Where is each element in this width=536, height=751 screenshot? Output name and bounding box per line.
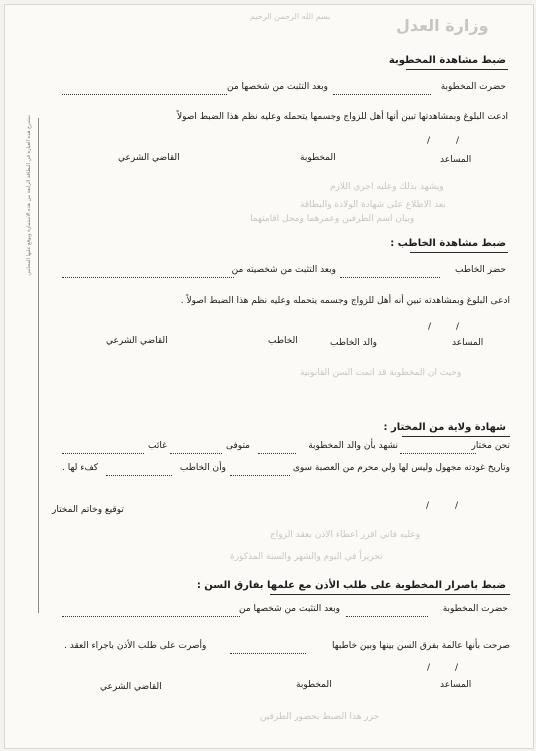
faint-text-6: تحريراً في اليوم والشهر والسنة المذكورة [230, 552, 383, 562]
faint-ministry-title: وزارة العدل [396, 16, 489, 35]
faint-text-1: ويشهد بذلك وعليه اجري اللازم [330, 182, 444, 192]
section4-fiancee-present: حضرت المخطوبة [442, 604, 508, 614]
section3-heading-underline [402, 436, 510, 437]
section2-identity-blank[interactable] [62, 277, 234, 278]
section4-suitor-blank[interactable] [230, 653, 306, 654]
faint-text-3: وبيان اسم الطرفين وعمرهما ومحل اقامتهما [250, 214, 415, 224]
section3-deceased: متوفى [226, 441, 250, 451]
section2-name-blank[interactable] [340, 277, 440, 278]
section1-date-slash-1: / [427, 136, 431, 146]
margin-note: ستدرج هذه العبارة في البطاقة الرابعة من هذه الاستمارة ويوقع عليها المحامي [26, 115, 32, 276]
section3-return-date: وتاريخ غودته مجهول وليس لها ولي محرم من العصبة سوى [292, 463, 510, 473]
section3-date-slash-1: / [426, 501, 430, 511]
section1-identity-blank[interactable] [62, 94, 227, 95]
section4-name-blank[interactable] [346, 616, 428, 617]
section3-mukhtar-blank[interactable] [400, 453, 476, 454]
section4-date-slash-2: / [455, 663, 459, 673]
faint-text-4: وحيث ان المخطوبة قد اتمت السن القانونية [300, 368, 462, 378]
faint-text-5: وعليه فاني اقرر اعطاء الاذن بعقد الزواج [270, 530, 421, 540]
section3-absent-blank[interactable] [62, 453, 144, 454]
section3-absent: غائب [148, 441, 167, 451]
section3-suitor-blank[interactable] [106, 475, 172, 476]
section2-sig-suitor: الخاطب [268, 336, 298, 346]
section1-identity-verified: وبعد التثبت من شخصها من [227, 82, 328, 92]
section4-age-gap-statement: صرحت بأنها عالمة بفرق السن بينها وبين خاطبها [331, 641, 510, 651]
section4-identity-blank[interactable] [62, 616, 240, 617]
section3-deceased-blank[interactable] [170, 453, 222, 454]
section4-heading: ضبط باصرار المخطوبة على طلب الأذن مع علمها بفارق السن : [196, 580, 506, 591]
section2-identity-verified: وبعد التثبت من شخصيته من [231, 265, 336, 275]
faint-basmala: بسم الله الرحمن الرحيم [250, 12, 331, 21]
section1-heading-underline [406, 69, 508, 70]
faint-text-7: حرر هذا الضبط بحضور الطرفين [260, 712, 380, 722]
section3-heading: شهادة ولاية من المختار : [383, 422, 506, 433]
section1-sig-fiancee: المخطوبة [300, 153, 336, 163]
section3-and-suitor: وأن الخاطب [179, 463, 226, 473]
faint-text-2: بعد الاطلاع على شهادة الولادة والبطاقة [300, 200, 446, 210]
section3-we-mukhtar: نحن مختار [471, 441, 510, 451]
section3-mukhtar-signature: توقيع وخاتم المختار [52, 505, 124, 515]
section4-sig-judge: القاضي الشرعي [100, 682, 162, 692]
section3-date-slash-2: / [455, 501, 459, 511]
section3-father-blank[interactable] [258, 453, 296, 454]
section2-sig-judge: القاضي الشرعي [106, 336, 168, 346]
section2-sig-father: والد الخاطب [330, 338, 377, 348]
margin-divider [38, 118, 39, 613]
section1-sig-judge: القاضي الشرعي [118, 153, 180, 163]
section2-heading: ضبط مشاهدة الخاطب : [390, 238, 506, 249]
section4-identity-verified: وبعد التثبت من شخصها من [239, 604, 340, 614]
section4-date-slash-1: / [427, 663, 431, 673]
section3-guardian-blank[interactable] [230, 475, 290, 476]
section2-sig-assistant: المساعد [452, 338, 484, 348]
section1-name-blank[interactable] [333, 94, 431, 95]
section1-fiancee-present: حضرت المخطوبة [440, 82, 506, 92]
section3-eligible: كفء لها . [62, 463, 99, 473]
section1-sig-assistant: المساعد [440, 155, 472, 165]
section4-insists: وأصرت على طلب الأذن باجراء العقد . [64, 641, 207, 651]
section1-statement: ادعت البلوغ وبمشاهدتها تبين أنها أهل للزواج وجسمها يتحمله وعليه نظم هذا الضبط اصولاً [176, 112, 508, 122]
section1-date-slash-2: / [456, 136, 460, 146]
section4-sig-assistant: المساعد [440, 680, 472, 690]
section4-heading-underline [270, 594, 510, 595]
section4-sig-fiancee: المخطوبة [296, 680, 332, 690]
section2-statement: ادعى البلوغ وبمشاهدته تبين أنه أهل للزواج وجسمه يتحمله وعليه نظم هذا الضبط اصولاً . [180, 296, 510, 306]
section2-date-slash-2: / [456, 322, 460, 332]
section1-heading: ضبط مشاهدة المخطوبة [388, 55, 506, 66]
section2-suitor-present: حضر الخاطب [455, 265, 506, 275]
section3-testify: نشهد بأن والد المخطوبة [308, 441, 398, 451]
section2-heading-underline [410, 252, 508, 253]
section2-date-slash-1: / [428, 322, 432, 332]
